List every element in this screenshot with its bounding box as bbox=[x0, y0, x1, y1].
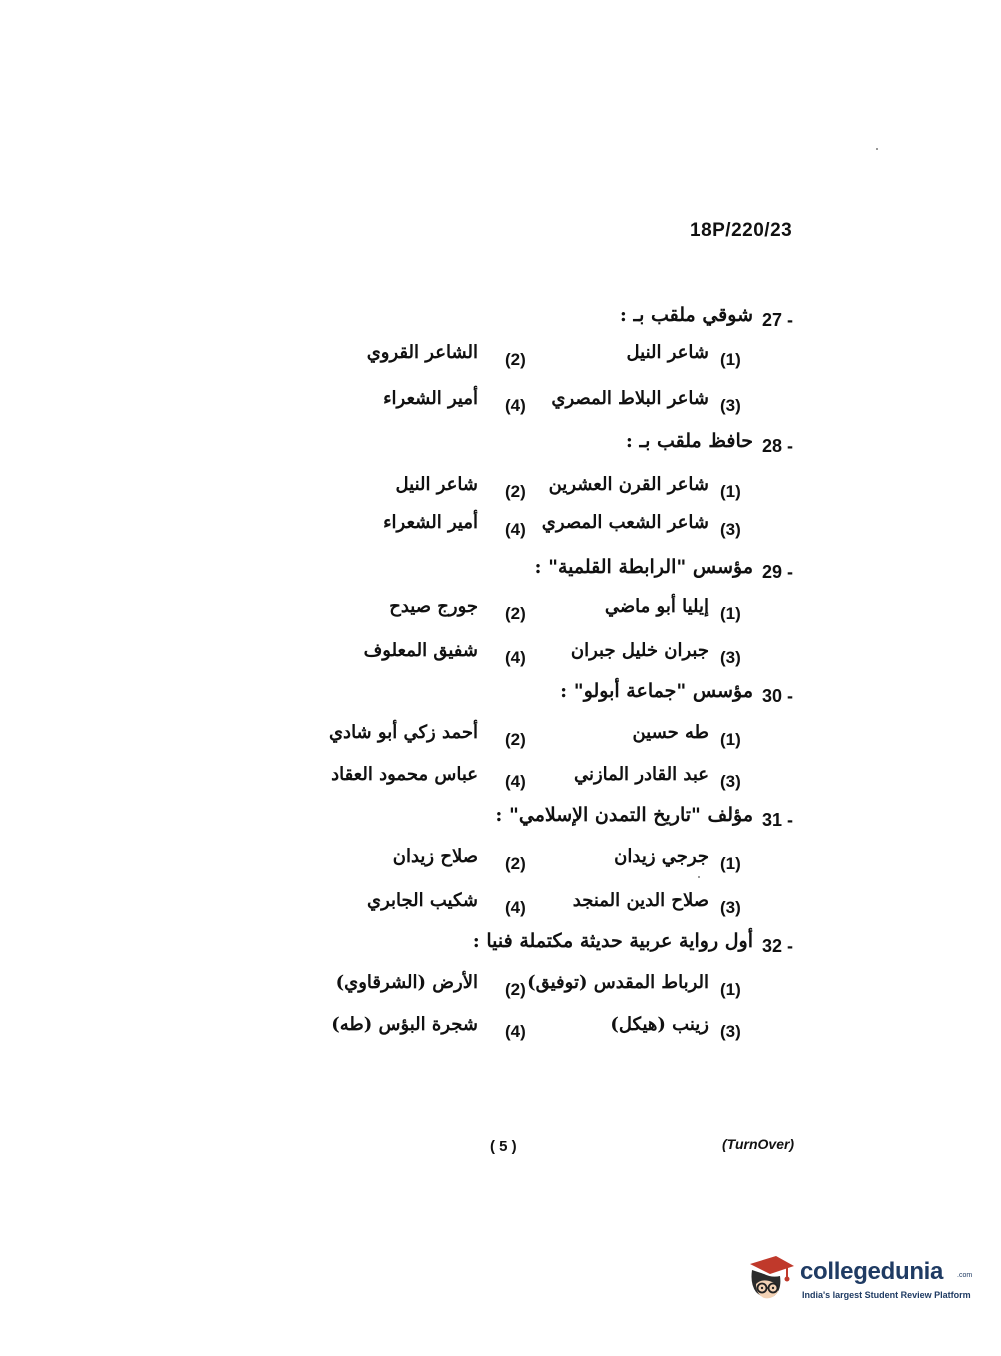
options-row bbox=[0, 342, 1001, 382]
option-number: (4) bbox=[505, 520, 526, 539]
scan-speck bbox=[876, 148, 878, 150]
options-row bbox=[0, 1014, 1001, 1054]
option-text: طه حسين bbox=[632, 722, 709, 743]
option-text: الأرض (الشرقاوي) bbox=[335, 972, 478, 993]
question-number: 31 - bbox=[762, 810, 794, 830]
option-text: شاعر القرن العشرين bbox=[548, 474, 709, 495]
question-28 bbox=[0, 430, 1001, 470]
options-row bbox=[0, 640, 1001, 680]
option-text: جرجي زيدان bbox=[614, 846, 709, 867]
question-31 bbox=[0, 804, 1001, 844]
option-number: (1) bbox=[720, 730, 741, 749]
question-32 bbox=[0, 930, 1001, 970]
option-number: (2) bbox=[505, 730, 526, 749]
option-number: (3) bbox=[720, 520, 741, 539]
option-number: (4) bbox=[505, 648, 526, 667]
option-number: (4) bbox=[505, 396, 526, 415]
option-text: عبد القادر المازني bbox=[573, 764, 709, 785]
question-number: 28 - bbox=[762, 436, 794, 456]
option-number: (2) bbox=[505, 350, 526, 369]
question-text: مؤلف "تاريخ التمدن الإسلامي" : bbox=[495, 804, 753, 826]
option-number: (4) bbox=[505, 898, 526, 917]
question-text: أول رواية عربية حديثة مكتملة فنيا : bbox=[472, 930, 753, 952]
option-text: جورج صيدح bbox=[389, 596, 478, 617]
question-text: مؤسس "الرابطة القلمية" : bbox=[534, 556, 753, 578]
options-row bbox=[0, 972, 1001, 1012]
question-27 bbox=[0, 304, 1001, 344]
option-text: أحمد زكي أبو شادي bbox=[328, 722, 478, 743]
option-text: الشاعر القروي bbox=[366, 342, 478, 363]
options-row bbox=[0, 596, 1001, 636]
option-text: شجرة البؤس (طه) bbox=[331, 1014, 478, 1035]
option-number: (2) bbox=[505, 854, 526, 873]
option-text: أمير الشعراء bbox=[383, 512, 478, 533]
question-number: 27 - bbox=[762, 310, 794, 330]
collegedunia-watermark bbox=[742, 1250, 972, 1310]
option-number: (4) bbox=[505, 1022, 526, 1041]
option-text: شكيب الجابري bbox=[366, 890, 478, 911]
option-text: جبران خليل جبران bbox=[570, 640, 709, 661]
turn-over-label: (TurnOver) bbox=[722, 1136, 795, 1152]
option-number: (3) bbox=[720, 772, 741, 791]
option-text: إيليا أبو ماضي bbox=[604, 596, 709, 617]
scan-speck bbox=[698, 876, 700, 878]
question-text: شوقي ملقب بـ : bbox=[619, 304, 753, 326]
option-number: (4) bbox=[505, 772, 526, 791]
option-text: أمير الشعراء bbox=[383, 388, 478, 409]
option-text: شاعر النيل bbox=[395, 474, 478, 495]
paper-code: 18P/220/23 bbox=[690, 220, 793, 241]
option-number: (3) bbox=[720, 648, 741, 667]
option-text: شفيق المعلوف bbox=[363, 640, 478, 661]
option-number: (2) bbox=[505, 482, 526, 501]
brand-name: collegedunia bbox=[800, 1258, 944, 1285]
option-number: (3) bbox=[720, 1022, 741, 1041]
question-number: 32 - bbox=[762, 936, 794, 956]
question-29 bbox=[0, 556, 1001, 596]
brand-tld: .com bbox=[957, 1272, 973, 1279]
option-text: شاعر الشعب المصري bbox=[541, 512, 709, 533]
brand-tagline: India's largest Student Review Platform bbox=[802, 1290, 971, 1300]
option-number: (3) bbox=[720, 898, 741, 917]
options-row bbox=[0, 474, 1001, 514]
option-text: صلاح الدين المنجد bbox=[572, 890, 709, 911]
option-number: (1) bbox=[720, 604, 741, 623]
option-text: الرباط المقدس (توفيق) bbox=[527, 972, 709, 993]
page-number: ( 5 ) bbox=[490, 1138, 517, 1155]
option-text: شاعر البلاط المصري bbox=[551, 388, 709, 409]
option-number: (3) bbox=[720, 396, 741, 415]
option-number: (2) bbox=[505, 604, 526, 623]
option-number: (1) bbox=[720, 980, 741, 999]
question-30 bbox=[0, 680, 1001, 720]
options-row bbox=[0, 388, 1001, 428]
option-text: زينب (هيكل) bbox=[610, 1014, 709, 1035]
question-text: حافظ ملقب بـ : bbox=[625, 430, 753, 452]
question-number: 29 - bbox=[762, 562, 794, 582]
option-number: (1) bbox=[720, 350, 741, 369]
option-number: (1) bbox=[720, 854, 741, 873]
option-number: (1) bbox=[720, 482, 741, 501]
options-row bbox=[0, 890, 1001, 930]
option-text: شاعر النيل bbox=[626, 342, 709, 363]
question-number: 30 - bbox=[762, 686, 794, 706]
student-mascot-icon bbox=[742, 1250, 798, 1306]
question-text: مؤسس "جماعة أبولو" : bbox=[560, 680, 753, 702]
options-row bbox=[0, 764, 1001, 804]
option-text: صلاح زيدان bbox=[392, 846, 478, 867]
options-row bbox=[0, 846, 1001, 886]
option-text: عباس محمود العقاد bbox=[331, 764, 478, 785]
options-row bbox=[0, 512, 1001, 552]
option-number: (2) bbox=[505, 980, 526, 999]
options-row bbox=[0, 722, 1001, 762]
